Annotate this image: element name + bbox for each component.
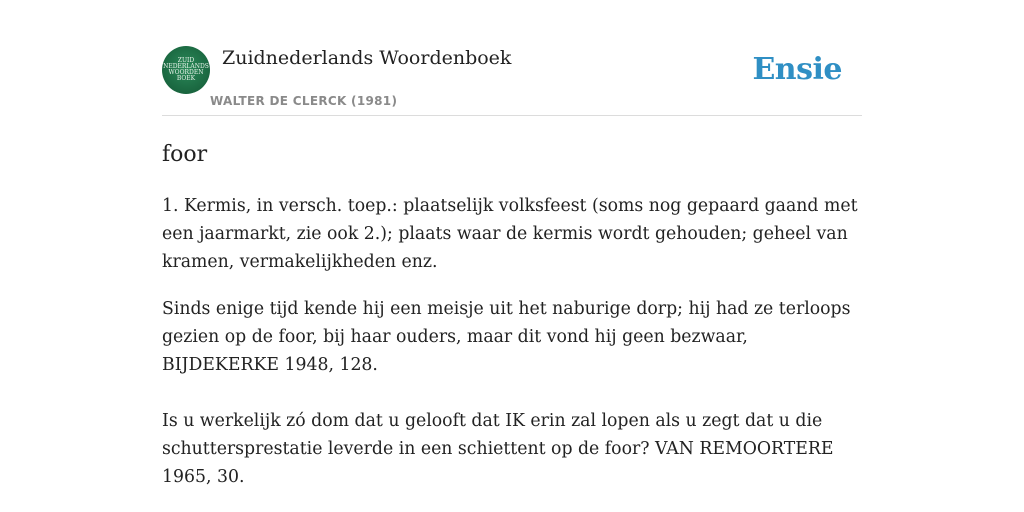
book-author: WALTER DE CLERCK (1981) <box>210 94 398 108</box>
entry-headword: foor <box>162 142 208 167</box>
cover-text-line: BOEK <box>176 75 196 82</box>
cover-text-line: NEDERLANDS <box>163 63 209 70</box>
book-cover-image[interactable] <box>162 46 210 94</box>
page <box>162 0 862 491</box>
cover-text-line: ZUID <box>177 57 195 64</box>
entry-quote: Is u werkelijk zó dom dat u gelooft dat IK erin zal lopen als u zegt dat u die schuttersprestatie leverde in een schiettent op de foor? VAN REMOORTERE 1965, 30. <box>162 411 834 487</box>
entry-quote: Sinds enige tijd kende hij een meisje uit het naburige dorp; hij had ze terloops gezien op de foor, bij haar ouders, maar dit vond hij geen bezwaar, BIJDEKERKE 1948, 128. <box>162 299 851 375</box>
book-title-link[interactable]: Zuidnederlands Woordenboek <box>222 47 512 69</box>
entry-definition: 1. Kermis, in versch. toep.: plaatselijk volksfeest (soms nog gepaard gaand met een jaarmarkt, zie ook 2.); plaats waar de kermis wordt gehouden; geheel van kramen, vermakelijkheden enz. <box>162 196 858 272</box>
dictionary-header <box>162 46 862 116</box>
ensie-logo-link[interactable]: Ensie <box>752 52 842 87</box>
cover-text-line: WOORDEN <box>168 69 204 76</box>
